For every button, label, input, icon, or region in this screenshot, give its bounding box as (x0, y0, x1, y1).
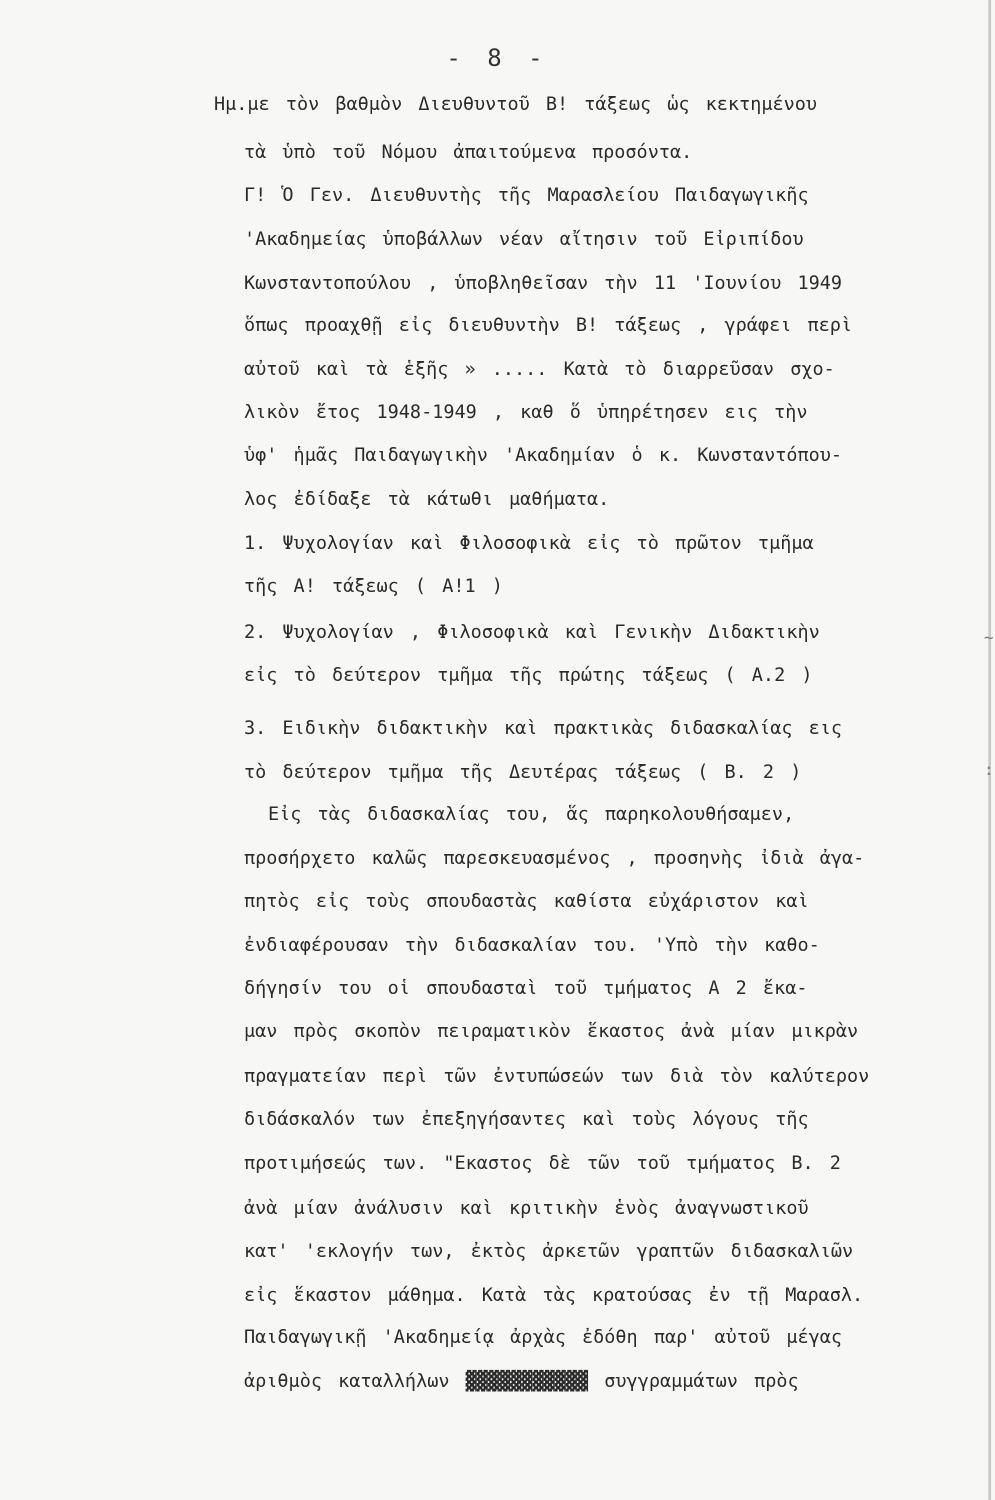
text-line: πητὸς εἰς τοὺς σπουδαστὰς καθίστα εὐχάριστον καὶ (244, 891, 809, 912)
text-line: Ημ.με τὸν βαθμὸν Διευθυντοῦ Β! τάξεως ὡς κεκτημένου (214, 94, 818, 115)
text-line: 1. Ψυχολογίαν καὶ Φιλοσοφικὰ εἰς τὸ πρῶτον τμῆμα (244, 533, 814, 554)
text-line: Γ! Ὁ Γεν. Διευθυντὴς τῆς Μαρασλείου Παιδαγωγικῆς (244, 185, 809, 206)
text-line: λικὸν ἔτος 1948-1949 , καθ ὅ ὑπηρέτησεν εις τὴν (244, 402, 808, 423)
text-line: Κωνσταντοπούλου , ὑποβληθεῖσαν τὴν 11 'Ιουνίου 1949 (244, 273, 843, 294)
text-line: προτιμήσεώς των. "Εκαστος δὲ τῶν τοῦ τμήματος Β. 2 (244, 1153, 841, 1174)
margin-mark: ~ (984, 628, 994, 647)
text-line: τὸ δεύτερον τμῆμα τῆς Δευτέρας τάξεως ( Β. 2 ) (244, 762, 802, 783)
text-line: εἰς ἕκαστον μάθημα. Κατὰ τὰς κρατούσας ἐν τῇ Μαρασλ. (244, 1285, 864, 1306)
text-line: Εἰς τὰς διδασκαλίας του, ἅς παρηκολουθήσαμεν, (268, 804, 795, 825)
page-number: - 8 - (446, 44, 549, 72)
text-line: αὐτοῦ καὶ τὰ ἑξῆς » ..... Κατὰ τὸ διαρρεῦσαν σχο- (244, 359, 835, 380)
text-line: ἐνδιαφέρουσαν τὴν διδασκαλίαν του. 'Υπὸ τὴν καθο- (244, 935, 820, 956)
page-edge-shadow (988, 0, 991, 1500)
text-line: εἰς τὸ δεύτερον τμῆμα τῆς πρώτης τάξεως ( Α.2 ) (244, 665, 813, 686)
text-line: λος ἐδίδαξε τὰ κάτωθι μαθήματα. (244, 489, 610, 510)
text-line: 2. Ψυχολογίαν , Φιλοσοφικὰ καὶ Γενικὴν Διδακτικὴν (244, 622, 820, 643)
text-line: 3. Ειδικὴν διδακτικὴν καὶ πρακτικὰς διδασκαλίας εις (244, 718, 843, 739)
text-line: πραγματείαν περὶ τῶν ἐντυπώσεών των διὰ τὸν καλύτερον (244, 1066, 870, 1087)
text-line: τῆς Α! τάξεως ( Α!1 ) (244, 576, 503, 597)
text-line: 'Ακαδημείας ὑποβάλλων νέαν αἴτησιν τοῦ Εἰριπίδου (244, 229, 804, 250)
text-line: μαν πρὸς σκοπὸν πειραματικὸν ἕκαστος ἀνὰ μίαν μικρὰν (244, 1021, 859, 1042)
text-line: ἀριθμὸς καταλλήλων ▓▓▓▓▓▓▓▓▓▓▓ συγγραμμάτων πρὸς (244, 1371, 799, 1392)
text-line: Παιδαγωγικῇ 'Ακαδημείᾳ ἀρχὰς ἐδόθη παρ' αὐτοῦ μέγας (244, 1327, 843, 1348)
text-line: δήγησίν του οἱ σπουδασταὶ τοῦ τμήματος Α 2 ἔκα- (244, 978, 808, 999)
text-line: τὰ ὑπὸ τοῦ Νόμου ἀπαιτούμενα προσόντα. (244, 142, 693, 163)
text-line: κατ' 'εκλογήν των, ἐκτὸς ἀρκετῶν γραπτῶν διδασκαλιῶν (244, 1241, 854, 1262)
text-line: προσήρχετο καλῶς παρεσκευασμένος , προσηνὴς ἰδιὰ ἀγα- (244, 848, 865, 869)
text-line: ἀνὰ μίαν ἀνάλυσιν καὶ κριτικὴν ἑνὸς ἀναγνωστικοῦ (244, 1198, 809, 1219)
text-line: ὅπως προαχθῇ εἰς διευθυντὴν Β! τάξεως , γράφει περὶ (244, 315, 853, 336)
text-line: ὑφ' ἡμᾶς Παιδαγωγικὴν 'Ακαδημίαν ὁ κ. Κωνσταντόπου- (244, 445, 843, 466)
margin-mark: : (984, 760, 994, 779)
text-line: διδάσκαλόν των ἐπεξηγήσαντες καὶ τοὺς λόγους τῆς (244, 1109, 809, 1130)
